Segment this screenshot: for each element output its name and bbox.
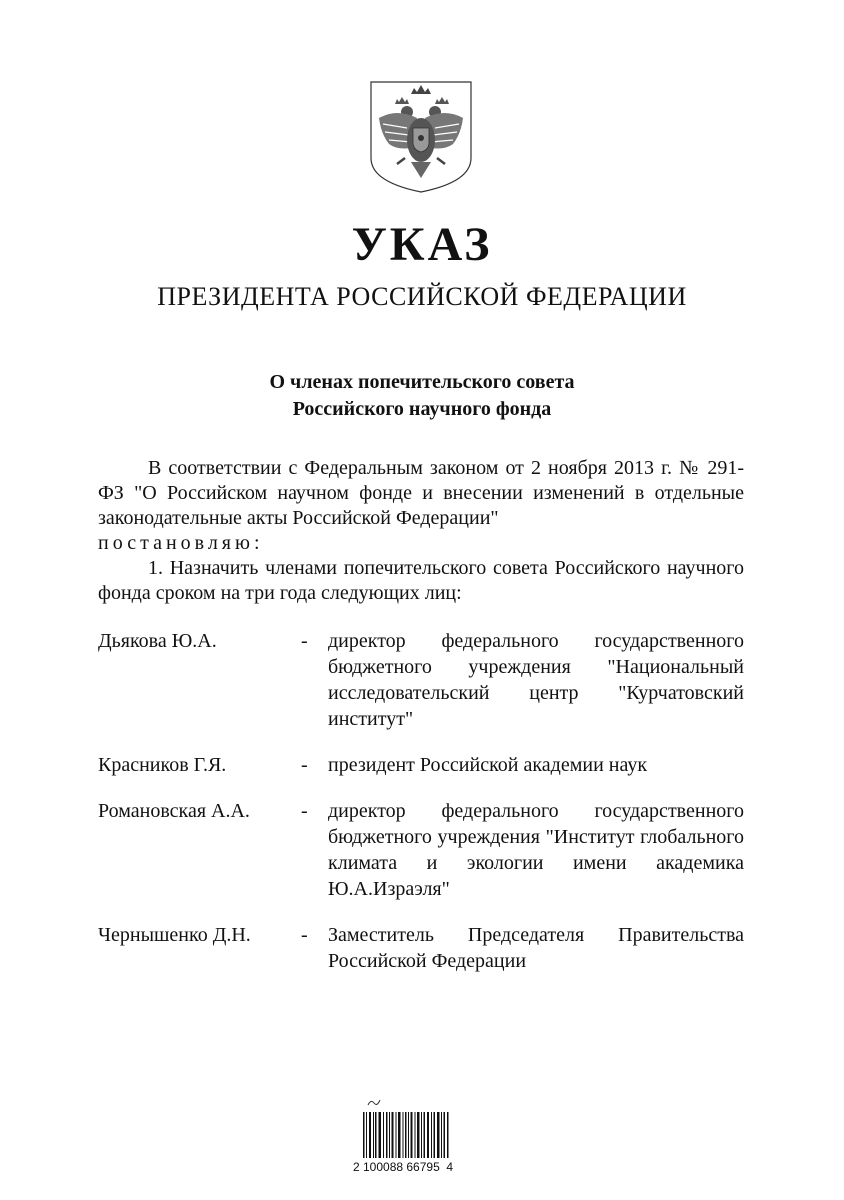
member-description: директор федерального государственного бюджетного учреждения "Институт глобального климата и экологии имени академика Ю.А.Израэля" [328, 800, 744, 900]
decree-heading-line1: О членах попечительского совета [269, 371, 575, 393]
members-list [98, 628, 744, 994]
member-dash: - [301, 754, 308, 776]
member-dash: - [301, 800, 308, 822]
document-title: УКАЗ [351, 218, 493, 271]
document-subtitle: ПРЕЗИДЕНТА РОССИЙСКОЙ ФЕДЕРАЦИИ [157, 282, 687, 311]
member-row [98, 752, 744, 778]
member-name: Чернышенко Д.Н. [98, 924, 251, 946]
decree-word: постановляю: [98, 532, 264, 554]
member-dash: - [301, 630, 308, 652]
member-description: президент Российской академии наук [328, 754, 648, 776]
coat-of-arms-icon [367, 78, 475, 194]
member-name: Красников Г.Я. [98, 754, 227, 776]
barcode-mark-icon [367, 1098, 383, 1108]
decree-heading-line2: Российского научного фонда [292, 398, 552, 420]
item-1-paragraph: 1. Назначить членами попечительского совета Российского научного фонда сроком на три года следующих лиц: [98, 557, 744, 604]
member-description: Заместитель Председателя Правительства Российской Федерации [328, 924, 744, 972]
member-name: Романовская А.А. [98, 800, 250, 822]
member-name: Дьякова Ю.А. [98, 630, 217, 652]
intro-block [98, 456, 744, 606]
member-row [98, 628, 744, 732]
barcode-icon [363, 1112, 449, 1158]
decree-heading [0, 369, 844, 423]
member-row [98, 922, 744, 974]
barcode-number: 2 100088 66795 4 [353, 1160, 454, 1174]
member-description: директор федерального государственного бюджетного учреждения "Национальный исследовательский центр "Курчатовский институт" [328, 630, 744, 730]
member-dash: - [301, 924, 308, 946]
intro-paragraph: В соответствии с Федеральным законом от 2 ноября 2013 г. № 291-ФЗ "О Российском научном фонде и внесении изменений в отдельные законодательные акты Российской Федерации" [98, 457, 744, 529]
member-row [98, 798, 744, 902]
